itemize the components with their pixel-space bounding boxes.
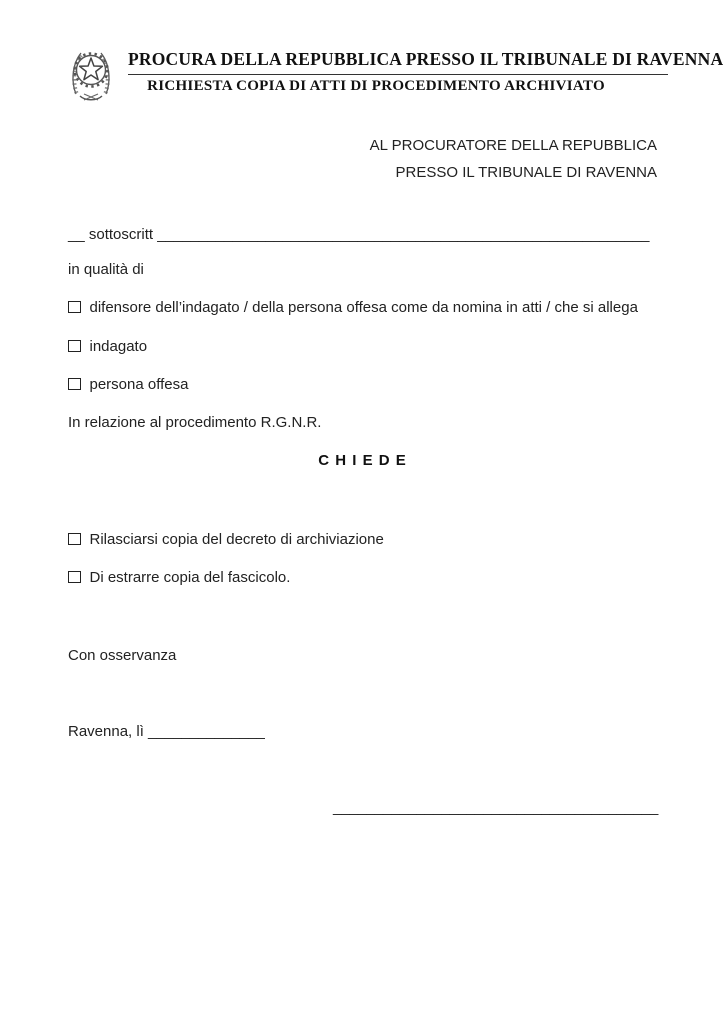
quality-intro: in qualità di [68,261,144,278]
recipient-line-2: PRESSO IL TRIBUNALE DI RAVENNA [395,163,657,181]
checkbox-icon[interactable] [68,340,81,353]
checkbox-icon[interactable] [68,571,81,584]
checkbox-option-persona-offesa[interactable] [68,375,188,395]
checkbox-icon[interactable] [68,533,81,546]
applicant-row [68,225,649,245]
checkbox-option-indagato[interactable] [68,337,147,357]
request-heading: C H I E D E [318,452,407,469]
signature-fill-line[interactable]: _______________________________________ [333,799,659,816]
proceeding-line: In relazione al procedimento R.G.N.R. [68,414,322,431]
checkbox-label: Di estrarre copia del fascicolo. [89,569,291,586]
checkbox-label: indagato [89,338,148,355]
document-title: RICHIESTA COPIA DI ATTI DI PROCEDIMENTO ARCHIVIATO [147,78,605,94]
italian-republic-emblem-icon [68,44,114,106]
place-date-line[interactable]: Ravenna, lì ______________ [68,723,265,740]
applicant-name-fill-line[interactable]: ___________________________________________________________ [157,226,650,243]
checkbox-icon[interactable] [68,378,81,391]
checkbox-option-copia-decreto[interactable] [68,530,384,550]
checkbox-label: difensore dell’indagato / della persona offesa come da nomina in atti / che si allega [89,299,638,316]
checkbox-label: Rilasciarsi copia del decreto di archiviazione [89,531,384,548]
checkbox-option-copia-fascicolo[interactable] [68,568,290,588]
checkbox-label: persona offesa [89,376,189,393]
document-header [128,49,724,95]
recipient-line-1: AL PROCURATORE DELLA REPUBBLICA [369,137,657,154]
checkbox-option-difensore[interactable] [68,298,638,318]
office-title: PROCURA DELLA REPUBBLICA PRESSO IL TRIBUNALE DI RAVENNA [128,49,668,75]
applicant-label: __ sottoscritt [68,226,154,243]
recipient-block [370,133,657,186]
closing-line: Con osservanza [68,647,177,664]
checkbox-icon[interactable] [68,301,81,314]
